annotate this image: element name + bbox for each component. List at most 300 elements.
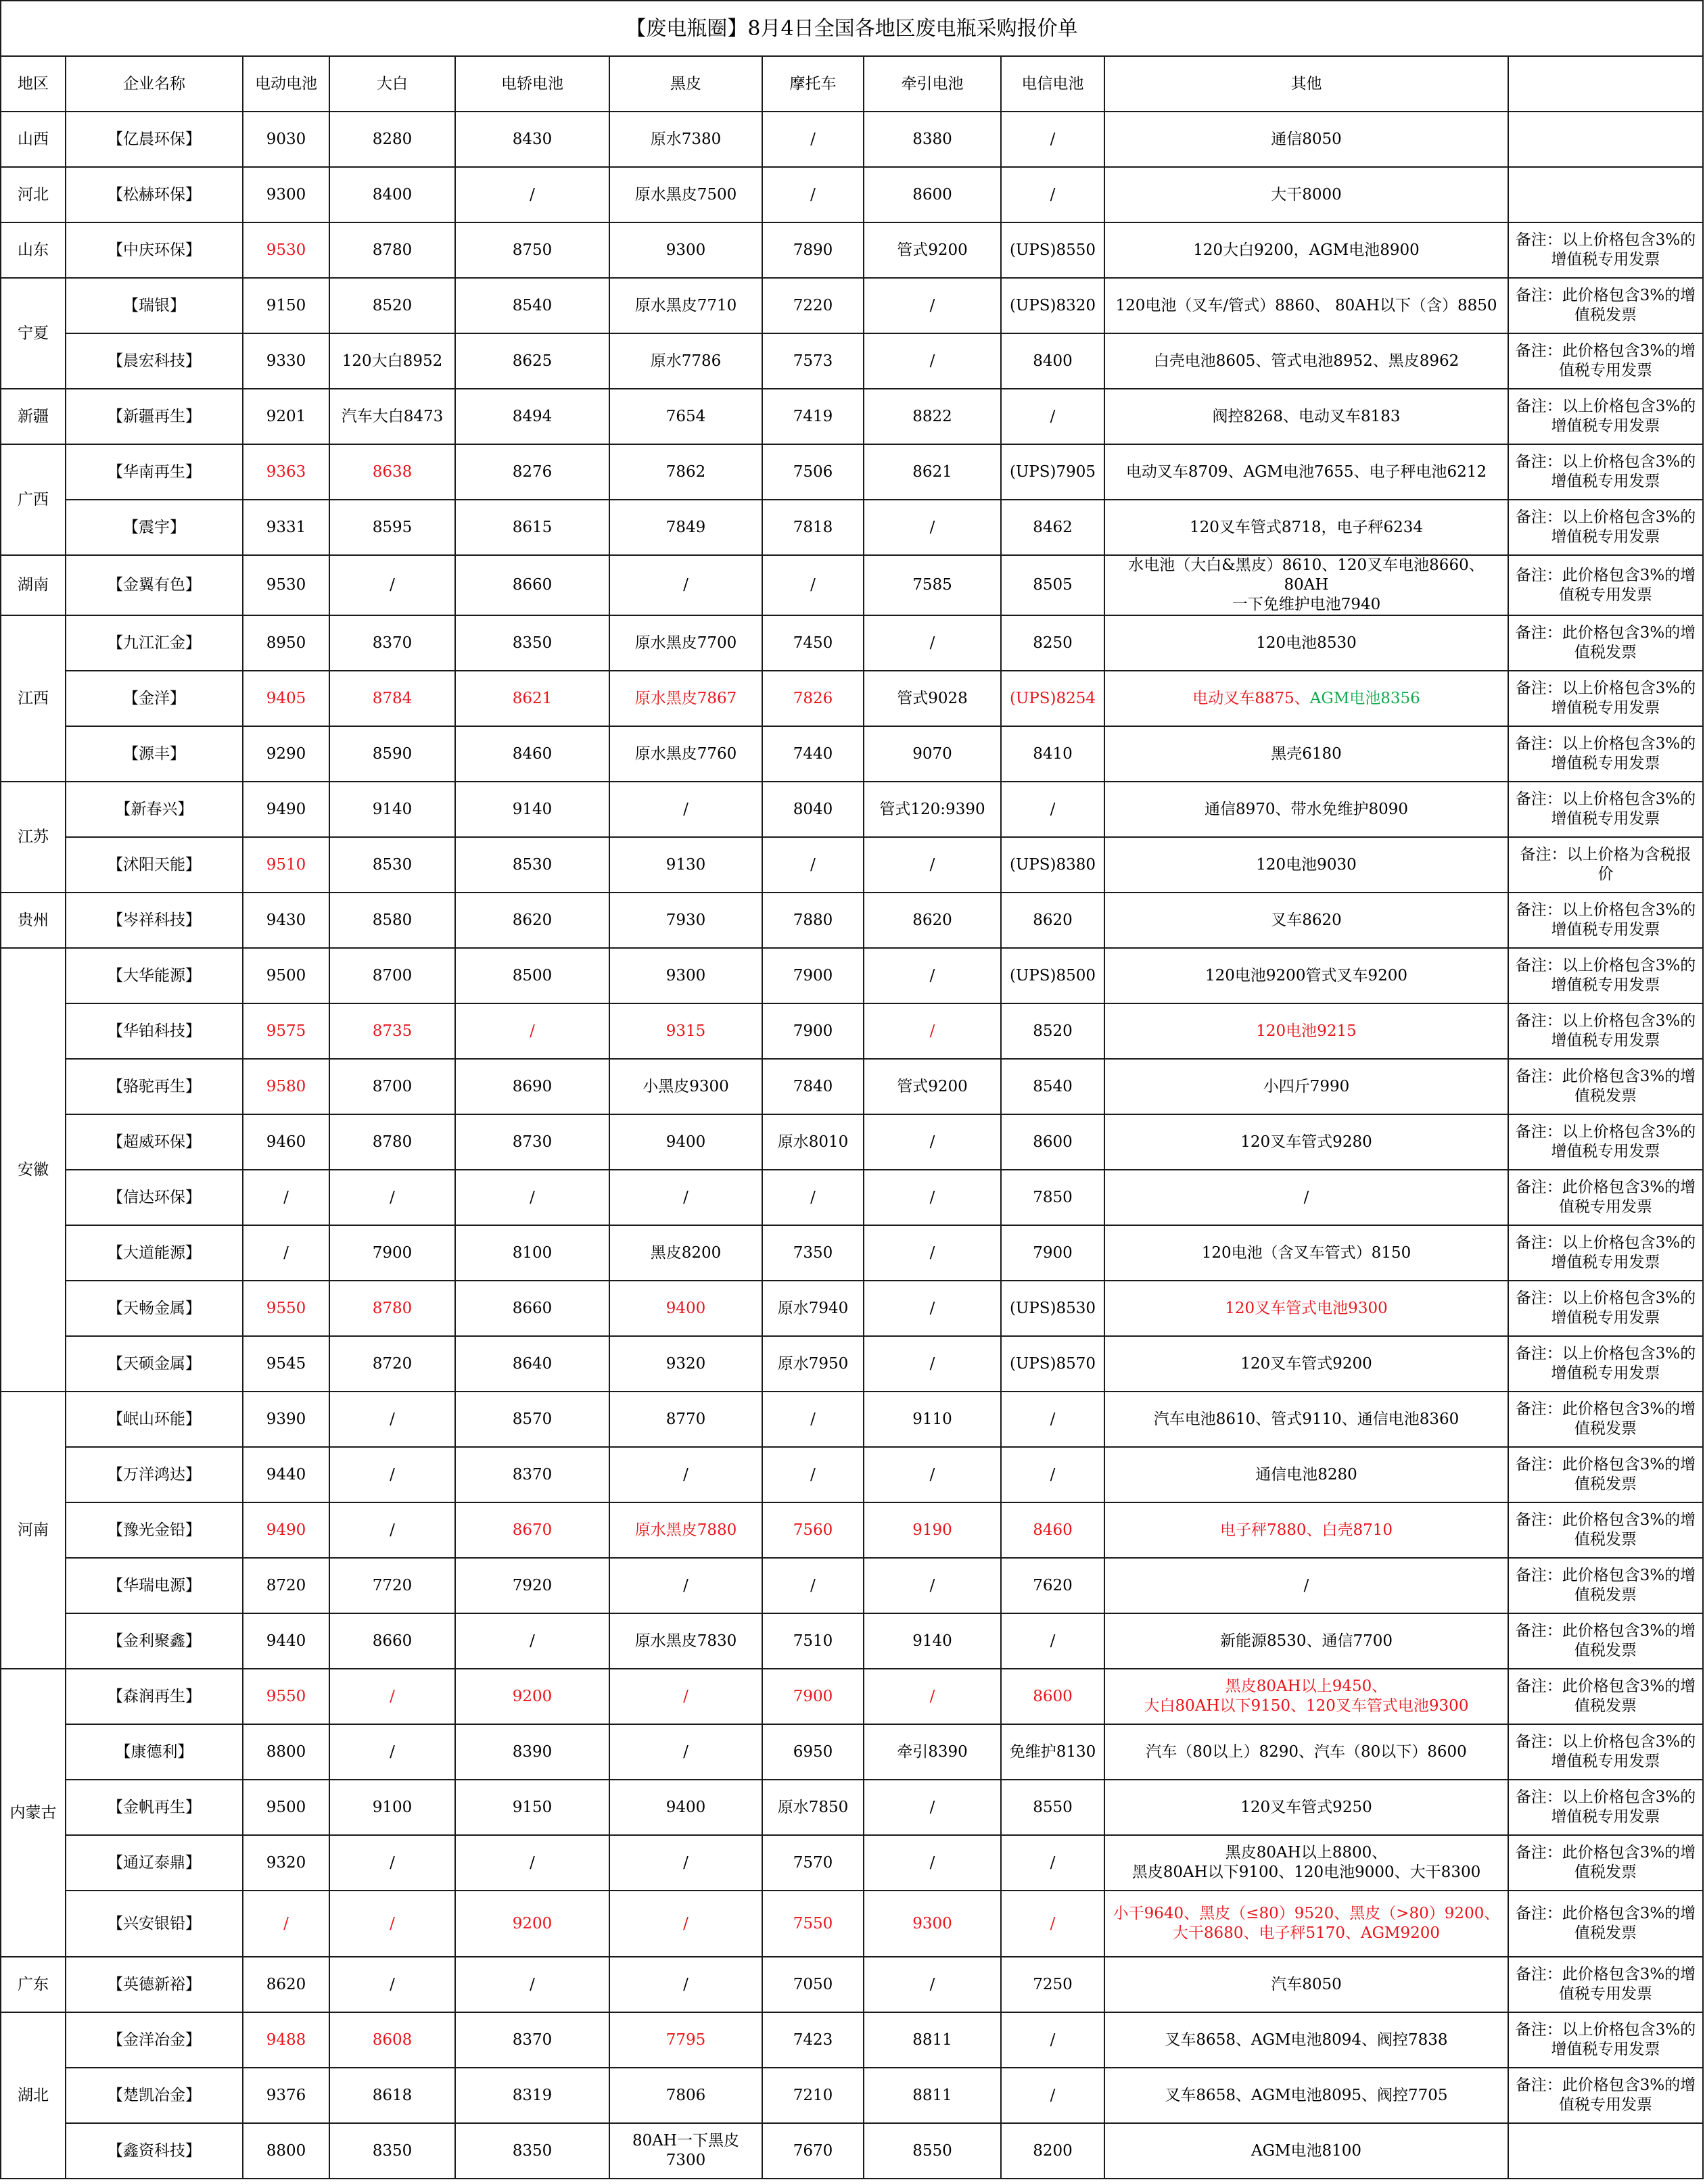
- note-cell: 备注：此价格包含3%的增值税发票: [1508, 1891, 1703, 1957]
- table-row: [1, 222, 1703, 278]
- price-cell: 7450: [762, 615, 864, 671]
- table-row: [1, 333, 1703, 389]
- table-row: [1, 1225, 1703, 1281]
- table-row: [1, 1957, 1703, 2012]
- price-cell: 7440: [762, 726, 864, 782]
- note-cell: 备注：此价格包含3%的增值税发票: [1508, 1835, 1703, 1891]
- price-cell: 8460: [455, 726, 609, 782]
- price-cell: 8770: [609, 1392, 762, 1447]
- price-cell: 原水7940: [762, 1281, 864, 1336]
- price-cell: 8520: [1001, 1003, 1104, 1059]
- table-row: [1, 1114, 1703, 1170]
- price-cell: 管式120:9390: [864, 782, 1001, 837]
- price-cell: 8550: [864, 2123, 1001, 2179]
- other-cell: [1104, 782, 1508, 837]
- header-row: [1, 56, 1703, 112]
- price-cell: 7620: [1001, 1558, 1104, 1613]
- region-cell: 湖北: [1, 2012, 66, 2179]
- company-cell: 【新春兴】: [66, 782, 243, 837]
- table-row: [1, 167, 1703, 222]
- price-cell: 9400: [609, 1114, 762, 1170]
- other-cell: [1104, 1957, 1508, 2012]
- price-cell: (UPS)8500: [1001, 948, 1104, 1003]
- price-cell: 8618: [329, 2068, 455, 2123]
- note-cell: 备注：以上价格包含3%的增值税专用发票: [1508, 893, 1703, 948]
- price-cell: 8800: [243, 2123, 329, 2179]
- price-cell: 原水黑皮7830: [609, 1613, 762, 1669]
- column-header: 大白: [329, 56, 455, 112]
- other-cell: [1104, 167, 1508, 222]
- price-cell: 8505: [1001, 555, 1104, 615]
- price-cell: 原水7380: [609, 112, 762, 167]
- column-header: 电动电池: [243, 56, 329, 112]
- price-cell: /: [329, 1669, 455, 1724]
- price-cell: 8530: [329, 837, 455, 893]
- price-cell: 7850: [1001, 1170, 1104, 1225]
- price-cell: 7900: [762, 948, 864, 1003]
- other-cell: [1104, 1170, 1508, 1225]
- other-line: 120叉车管式9200: [1240, 1354, 1372, 1373]
- note-cell: 备注：此价格包含3%的增值税发票: [1508, 1447, 1703, 1502]
- note-cell: 备注：以上价格包含3%的增值税专用发票: [1508, 948, 1703, 1003]
- price-cell: 8319: [455, 2068, 609, 2123]
- price-cell: /: [243, 1170, 329, 1225]
- price-cell: 9300: [609, 948, 762, 1003]
- price-cell: /: [609, 1669, 762, 1724]
- table-row: [1, 1059, 1703, 1114]
- other-line: 一下免维护电池7940: [1232, 596, 1381, 613]
- other-cell: [1104, 1502, 1508, 1558]
- price-cell: 7795: [609, 2012, 762, 2068]
- price-cell: /: [455, 1003, 609, 1059]
- other-line: AGM电池8100: [1251, 2141, 1362, 2160]
- other-cell: [1104, 1281, 1508, 1336]
- price-cell: /: [329, 1957, 455, 2012]
- price-cell: /: [1001, 1392, 1104, 1447]
- other-line: 大干8000: [1271, 185, 1342, 204]
- other-cell: [1104, 389, 1508, 444]
- region-cell: 贵州: [1, 893, 66, 948]
- note-cell: 备注：此价格包含3%的增值税专用发票: [1508, 555, 1703, 615]
- page-title: 【废电瓶圈】8月4日全国各地区废电瓶采购报价单: [1, 1, 1703, 56]
- price-cell: /: [243, 1225, 329, 1281]
- price-cell: /: [762, 1558, 864, 1613]
- price-cell: /: [1001, 782, 1104, 837]
- other-line: 电动叉车8875、: [1192, 689, 1310, 707]
- price-cell: 9440: [243, 1447, 329, 1502]
- price-cell: 9030: [243, 112, 329, 167]
- price-cell: /: [1001, 2068, 1104, 2123]
- price-cell: 8462: [1001, 500, 1104, 555]
- company-cell: 【楚凯冶金】: [66, 2068, 243, 2123]
- company-cell: 【森润再生】: [66, 1669, 243, 1724]
- other-line: 120电池9215: [1256, 1022, 1357, 1040]
- note-cell: 备注：此价格包含3%的增值税专用发票: [1508, 1170, 1703, 1225]
- price-cell: 9500: [243, 948, 329, 1003]
- price-cell: /: [762, 112, 864, 167]
- price-cell: 7900: [1001, 1225, 1104, 1281]
- price-cell: /: [864, 278, 1001, 333]
- price-cell: (UPS)8320: [1001, 278, 1104, 333]
- table-row: [1, 500, 1703, 555]
- table-row: [1, 1003, 1703, 1059]
- company-cell: 【通辽泰鼎】: [66, 1835, 243, 1891]
- note-cell: 备注：以上价格包含3%的增值税专用发票: [1508, 782, 1703, 837]
- region-cell: 河南: [1, 1392, 66, 1669]
- other-cell: [1104, 893, 1508, 948]
- column-header: 电信电池: [1001, 56, 1104, 112]
- price-cell: /: [455, 167, 609, 222]
- price-cell: /: [1001, 167, 1104, 222]
- other-line: 黑皮80AH以下9100、120电池9000、大干8300: [1131, 1863, 1481, 1881]
- price-cell: 9300: [864, 1891, 1001, 1957]
- price-cell: 8390: [455, 1724, 609, 1780]
- price-cell: 9150: [455, 1780, 609, 1835]
- price-cell: /: [762, 555, 864, 615]
- other-line: 新能源8530、通信7700: [1219, 1632, 1393, 1650]
- price-cell: 黑皮8200: [609, 1225, 762, 1281]
- other-cell: [1104, 1003, 1508, 1059]
- price-cell: 7570: [762, 1835, 864, 1891]
- column-header: 黑皮: [609, 56, 762, 112]
- price-cell: 8750: [455, 222, 609, 278]
- price-cell: /: [455, 1835, 609, 1891]
- price-cell: 8811: [864, 2012, 1001, 2068]
- price-cell: 原水7786: [609, 333, 762, 389]
- table-row: [1, 1780, 1703, 1835]
- price-cell: /: [329, 1891, 455, 1957]
- price-cell: 8950: [243, 615, 329, 671]
- price-cell: /: [329, 1392, 455, 1447]
- price-cell: 8608: [329, 2012, 455, 2068]
- price-cell: /: [1001, 1835, 1104, 1891]
- price-cell: 8780: [329, 1114, 455, 1170]
- other-cell: [1104, 615, 1508, 671]
- table-row: [1, 1447, 1703, 1502]
- price-cell: /: [609, 1891, 762, 1957]
- column-header: 电轿电池: [455, 56, 609, 112]
- other-cell: [1104, 1613, 1508, 1669]
- price-cell: 8735: [329, 1003, 455, 1059]
- company-cell: 【鑫资科技】: [66, 2123, 243, 2179]
- price-cell: 7506: [762, 444, 864, 500]
- price-cell: 8780: [329, 222, 455, 278]
- price-cell: 7900: [329, 1225, 455, 1281]
- price-cell: 7423: [762, 2012, 864, 2068]
- price-cell: 9510: [243, 837, 329, 893]
- price-cell: /: [609, 1447, 762, 1502]
- table-row: [1, 1336, 1703, 1392]
- other-line: /: [1303, 1188, 1309, 1206]
- note-cell: 备注：以上价格包含3%的增值税专用发票: [1508, 1003, 1703, 1059]
- price-cell: 7862: [609, 444, 762, 500]
- price-cell: /: [762, 1392, 864, 1447]
- note-cell: 备注：以上价格为含税报价: [1508, 837, 1703, 893]
- price-cell: /: [864, 1003, 1001, 1059]
- price-cell: 9110: [864, 1392, 1001, 1447]
- price-cell: 9201: [243, 389, 329, 444]
- price-cell: /: [762, 1447, 864, 1502]
- price-cell: 原水7850: [762, 1780, 864, 1835]
- company-cell: 【天畅金属】: [66, 1281, 243, 1336]
- price-cell: 80AH一下黑皮7300: [609, 2123, 762, 2179]
- other-line: 120叉车管式电池9300: [1225, 1299, 1388, 1317]
- note-cell: 备注：以上价格包含3%的增值税专用发票: [1508, 500, 1703, 555]
- company-cell: 【英德新裕】: [66, 1957, 243, 2012]
- price-cell: /: [864, 1170, 1001, 1225]
- other-cell: [1104, 1392, 1508, 1447]
- other-line-green: AGM电池8356: [1309, 689, 1420, 707]
- table-row: [1, 615, 1703, 671]
- price-cell: 免维护8130: [1001, 1724, 1104, 1780]
- region-cell: 广东: [1, 1957, 66, 2012]
- other-line: 大干8680、电子秤5170、AGM9200: [1172, 1924, 1441, 1942]
- price-cell: 8410: [1001, 726, 1104, 782]
- other-cell: [1104, 1059, 1508, 1114]
- note-cell: 备注：以上价格包含3%的增值税专用发票: [1508, 1724, 1703, 1780]
- other-line: 电动叉车8709、AGM电池7655、电子秤电池6212: [1125, 462, 1487, 481]
- note-cell: 备注：此价格包含3%的增值税发票: [1508, 1613, 1703, 1669]
- price-cell: /: [1001, 1891, 1104, 1957]
- company-cell: 【大道能源】: [66, 1225, 243, 1281]
- column-header: 其他: [1104, 56, 1508, 112]
- other-line: 通信8970、带水免维护8090: [1204, 800, 1409, 818]
- price-cell: 7890: [762, 222, 864, 278]
- column-header: 摩托车: [762, 56, 864, 112]
- price-cell: /: [329, 1170, 455, 1225]
- price-cell: 9400: [609, 1780, 762, 1835]
- other-line: 通信8050: [1271, 130, 1342, 148]
- table-row: [1, 278, 1703, 333]
- price-cell: 8660: [455, 1281, 609, 1336]
- other-line: 120叉车管式9280: [1240, 1133, 1372, 1151]
- company-cell: 【骆驼再生】: [66, 1059, 243, 1114]
- price-cell: 9550: [243, 1669, 329, 1724]
- price-cell: /: [609, 1558, 762, 1613]
- table-row: [1, 555, 1703, 615]
- price-cell: /: [864, 1336, 1001, 1392]
- price-cell: /: [864, 615, 1001, 671]
- other-cell: [1104, 1780, 1508, 1835]
- other-cell: [1104, 726, 1508, 782]
- other-line: 120电池（叉车/管式）8860、 80AH以下（含）8850: [1115, 296, 1497, 314]
- table-row: [1, 1281, 1703, 1336]
- price-cell: 9530: [243, 555, 329, 615]
- price-cell: 9200: [455, 1891, 609, 1957]
- price-cell: /: [864, 1835, 1001, 1891]
- price-cell: 9405: [243, 671, 329, 726]
- price-cell: /: [329, 1724, 455, 1780]
- price-cell: 8780: [329, 1281, 455, 1336]
- price-cell: 9550: [243, 1281, 329, 1336]
- price-cell: 8570: [455, 1392, 609, 1447]
- other-line: 水电池（大白&黑皮）8610、120叉车电池8660、80AH: [1128, 556, 1485, 594]
- price-cell: 9140: [864, 1613, 1001, 1669]
- price-cell: 7654: [609, 389, 762, 444]
- other-cell: [1104, 1891, 1508, 1957]
- price-cell: 9530: [243, 222, 329, 278]
- other-cell: [1104, 2068, 1508, 2123]
- price-cell: /: [762, 1170, 864, 1225]
- company-cell: 【源丰】: [66, 726, 243, 782]
- price-cell: (UPS)7905: [1001, 444, 1104, 500]
- price-cell: /: [864, 1957, 1001, 2012]
- note-cell: 备注：此价格包含3%的增值税发票: [1508, 1392, 1703, 1447]
- price-cell: 8520: [329, 278, 455, 333]
- other-line: 阀控8268、电动叉车8183: [1212, 407, 1401, 425]
- table-row: [1, 389, 1703, 444]
- price-cell: 7573: [762, 333, 864, 389]
- note-cell: 备注：以上价格包含3%的增值税专用发票: [1508, 444, 1703, 500]
- price-cell: 管式9028: [864, 671, 1001, 726]
- other-cell: [1104, 1336, 1508, 1392]
- price-cell: 8700: [329, 1059, 455, 1114]
- price-cell: 8660: [329, 1613, 455, 1669]
- price-cell: 9376: [243, 2068, 329, 2123]
- note-cell: 备注：以上价格包含3%的增值税专用发票: [1508, 1336, 1703, 1392]
- other-line: 120大白9200，AGM电池8900: [1193, 241, 1420, 259]
- other-line: 120叉车管式8718，电子秤6234: [1190, 518, 1423, 536]
- table-row: [1, 1724, 1703, 1780]
- table-row: [1, 112, 1703, 167]
- price-cell: /: [609, 555, 762, 615]
- price-cell: 9430: [243, 893, 329, 948]
- price-cell: (UPS)8530: [1001, 1281, 1104, 1336]
- other-line: 叉车8658、AGM电池8095、阀控7705: [1165, 2086, 1448, 2104]
- other-line: 120电池9030: [1256, 855, 1357, 874]
- price-cell: 8540: [1001, 1059, 1104, 1114]
- price-cell: /: [864, 837, 1001, 893]
- note-cell: 备注：以上价格包含3%的增值税专用发票: [1508, 222, 1703, 278]
- company-cell: 【华南再生】: [66, 444, 243, 500]
- price-cell: 7550: [762, 1891, 864, 1957]
- price-cell: 9330: [243, 333, 329, 389]
- price-cell: 8621: [864, 444, 1001, 500]
- region-cell: 新疆: [1, 389, 66, 444]
- note-cell: 备注：以上价格包含3%的增值税专用发票: [1508, 726, 1703, 782]
- price-cell: /: [864, 1447, 1001, 1502]
- price-cell: 9140: [455, 782, 609, 837]
- price-cell: /: [1001, 2012, 1104, 2068]
- price-cell: 9300: [243, 167, 329, 222]
- company-cell: 【岷山环能】: [66, 1392, 243, 1447]
- price-cell: /: [864, 1780, 1001, 1835]
- other-cell: [1104, 333, 1508, 389]
- price-cell: 9545: [243, 1336, 329, 1392]
- other-line: 通信电池8280: [1255, 1465, 1357, 1483]
- region-cell: 山东: [1, 222, 66, 278]
- price-cell: 8660: [455, 555, 609, 615]
- price-cell: 8822: [864, 389, 1001, 444]
- price-cell: /: [609, 1835, 762, 1891]
- price-cell: 8730: [455, 1114, 609, 1170]
- company-cell: 【金洋】: [66, 671, 243, 726]
- note-cell: [1508, 2123, 1703, 2179]
- price-cell: 9363: [243, 444, 329, 500]
- other-line: 白壳电池8605、管式电池8952、黑皮8962: [1153, 352, 1459, 370]
- company-cell: 【金洋冶金】: [66, 2012, 243, 2068]
- region-cell: 湖南: [1, 555, 66, 615]
- price-cell: 9460: [243, 1114, 329, 1170]
- price-cell: /: [864, 1114, 1001, 1170]
- table-row: [1, 1170, 1703, 1225]
- price-cell: 8250: [1001, 615, 1104, 671]
- table-row: [1, 1392, 1703, 1447]
- other-line: 汽车电池8610、管式9110、通信电池8360: [1153, 1410, 1459, 1428]
- price-cell: 9490: [243, 1502, 329, 1558]
- price-cell: /: [609, 782, 762, 837]
- price-cell: 7250: [1001, 1957, 1104, 2012]
- price-cell: 9488: [243, 2012, 329, 2068]
- region-cell: 广西: [1, 444, 66, 555]
- other-cell: [1104, 948, 1508, 1003]
- price-cell: 8620: [1001, 893, 1104, 948]
- price-cell: 9070: [864, 726, 1001, 782]
- price-cell: 6950: [762, 1724, 864, 1780]
- table-row: [1, 444, 1703, 500]
- table-row: [1, 671, 1703, 726]
- other-line: 120电池9200管式叉车9200: [1205, 966, 1407, 984]
- note-cell: [1508, 167, 1703, 222]
- price-cell: 7419: [762, 389, 864, 444]
- table-row: [1, 2012, 1703, 2068]
- company-cell: 【兴安银铅】: [66, 1891, 243, 1957]
- company-cell: 【岑祥科技】: [66, 893, 243, 948]
- price-cell: 原水黑皮7760: [609, 726, 762, 782]
- price-cell: 8370: [329, 615, 455, 671]
- price-cell: 原水黑皮7880: [609, 1502, 762, 1558]
- other-cell: [1104, 1724, 1508, 1780]
- price-cell: (UPS)8570: [1001, 1336, 1104, 1392]
- other-cell: [1104, 671, 1508, 726]
- price-cell: 7900: [762, 1669, 864, 1724]
- price-cell: 7050: [762, 1957, 864, 2012]
- price-cell: 9320: [243, 1835, 329, 1891]
- note-cell: [1508, 112, 1703, 167]
- price-cell: 9490: [243, 782, 329, 837]
- other-line: 大白80AH以下9150、120叉车管式电池9300: [1144, 1697, 1469, 1715]
- price-cell: 9190: [864, 1502, 1001, 1558]
- other-line: 汽车（80以上）8290、汽车（80以下）8600: [1146, 1742, 1467, 1761]
- company-cell: 【沭阳天能】: [66, 837, 243, 893]
- company-cell: 【松赫环保】: [66, 167, 243, 222]
- price-cell: /: [864, 333, 1001, 389]
- price-cell: 原水7950: [762, 1336, 864, 1392]
- other-line: 汽车8050: [1271, 1975, 1342, 1993]
- price-cell: 8620: [243, 1957, 329, 2012]
- price-cell: 9140: [329, 782, 455, 837]
- price-cell: 8615: [455, 500, 609, 555]
- region-cell: 江西: [1, 615, 66, 782]
- note-cell: 备注：此价格包含3%的增值税发票: [1508, 1669, 1703, 1724]
- price-cell: 7818: [762, 500, 864, 555]
- other-line: /: [1303, 1576, 1309, 1594]
- price-cell: 7560: [762, 1502, 864, 1558]
- price-cell: 7670: [762, 2123, 864, 2179]
- price-cell: 7849: [609, 500, 762, 555]
- table-row: [1, 782, 1703, 837]
- price-cell: 7806: [609, 2068, 762, 2123]
- company-cell: 【天硕金属】: [66, 1336, 243, 1392]
- price-cell: 9400: [609, 1281, 762, 1336]
- price-cell: 7720: [329, 1558, 455, 1613]
- price-cell: 8430: [455, 112, 609, 167]
- price-cell: 9331: [243, 500, 329, 555]
- table-row: [1, 893, 1703, 948]
- price-cell: 9390: [243, 1392, 329, 1447]
- price-cell: /: [329, 1447, 455, 1502]
- price-cell: 9150: [243, 278, 329, 333]
